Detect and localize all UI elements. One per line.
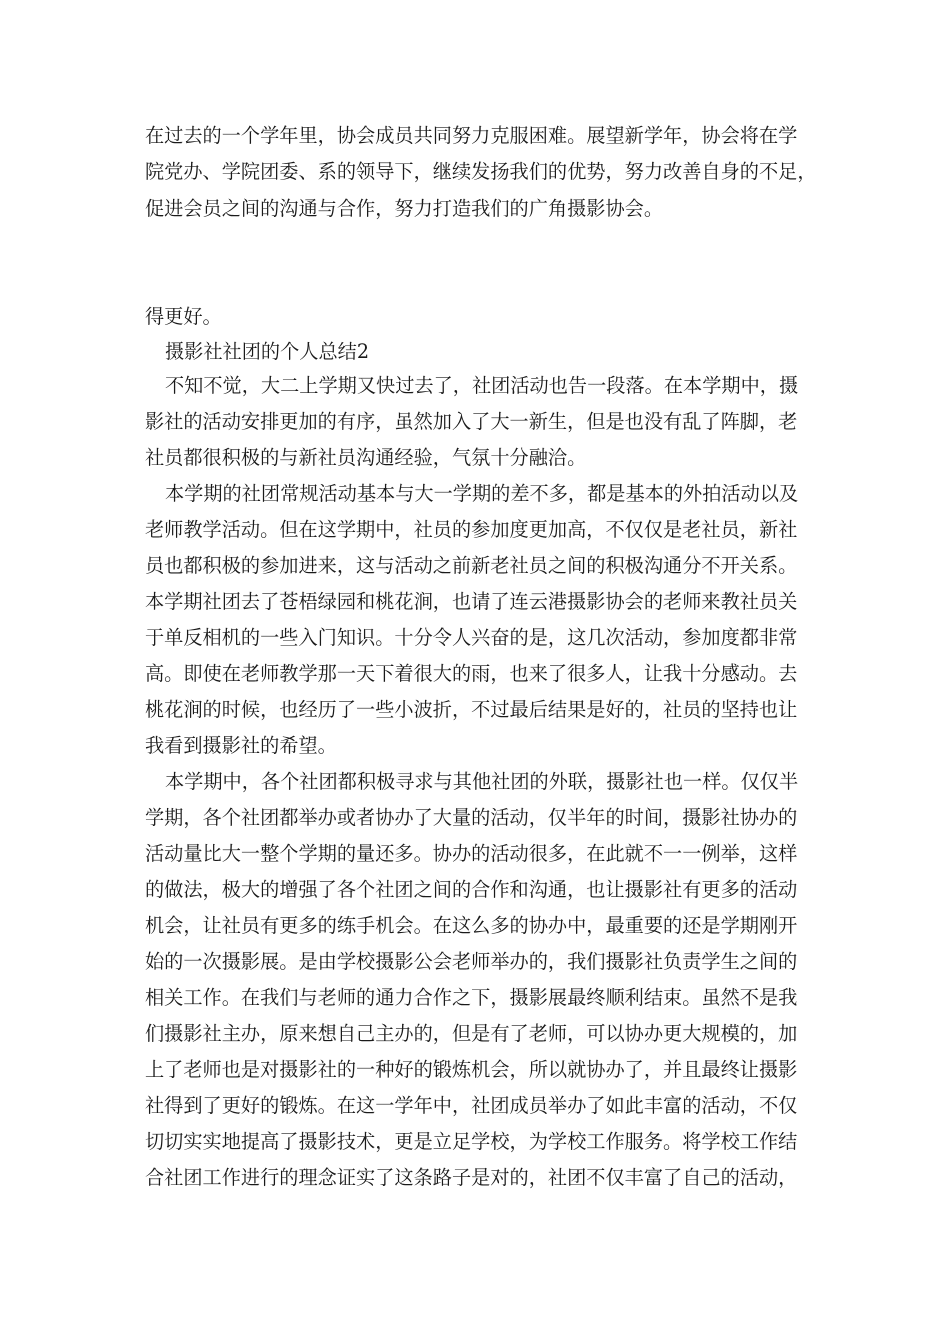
text-line: 们摄影社主办，原来想自己主办的，但是有了老师，可以协办更大规模的，加 <box>145 1022 798 1045</box>
text-line: 得更好。 <box>145 305 222 328</box>
text-line: 切切实实地提高了摄影技术，更是立足学校，为学校工作服务。将学校工作结 <box>145 1130 798 1153</box>
text-line: 影社的活动安排更加的有序，虽然加入了大一新生，但是也没有乱了阵脚，老 <box>145 410 798 433</box>
section-heading: 摄影社社团的个人总结2 <box>165 340 370 363</box>
text-line: 桃花涧的时候，也经历了一些小波折，不过最后结果是好的，社员的坚持也让 <box>145 698 798 721</box>
text-line: 院党办、学院团委、系的领导下，继续发扬我们的优势，努力改善自身的不足， <box>145 160 817 183</box>
text-line: 促进会员之间的沟通与合作，努力打造我们的广角摄影协会。 <box>145 197 664 220</box>
text-line: 社员都很积极的与新社员沟通经验，气氛十分融洽。 <box>145 446 587 469</box>
text-line: 相关工作。在我们与老师的通力合作之下，摄影展最终顺利结束。虽然不是我 <box>145 986 798 1009</box>
text-line: 机会，让社员有更多的练手机会。在这么多的协办中，最重要的还是学期刚开 <box>145 914 798 937</box>
text-line: 的做法，极大的增强了各个社团之间的合作和沟通，也让摄影社有更多的活动 <box>145 878 798 901</box>
text-line: 老师教学活动。但在这学期中，社员的参加度更加高，不仅仅是老社员，新社 <box>145 518 798 541</box>
text-line: 本学期的社团常规活动基本与大一学期的差不多，都是基本的外拍活动以及 <box>165 482 799 505</box>
text-line: 于单反相机的一些入门知识。十分令人兴奋的是，这几次活动，参加度都非常 <box>145 626 798 649</box>
text-line: 员也都积极的参加进来，这与活动之前新老社员之间的积极沟通分不开关系。 <box>145 554 798 577</box>
text-line: 社得到了更好的锻炼。在这一学年中，社团成员举办了如此丰富的活动，不仅 <box>145 1094 798 1117</box>
text-line: 本学期中，各个社团都积极寻求与其他社团的外联，摄影社也一样。仅仅半 <box>165 770 799 793</box>
text-line: 合社团工作进行的理念证实了这条路子是对的，社团不仅丰富了自己的活动， <box>145 1166 798 1189</box>
text-line: 本学期社团去了苍梧绿园和桃花涧，也请了连云港摄影协会的老师来教社员关 <box>145 590 798 613</box>
text-line: 上了老师也是对摄影社的一种好的锻炼机会，所以就协办了，并且最终让摄影 <box>145 1058 798 1081</box>
text-line: 我看到摄影社的希望。 <box>145 734 337 757</box>
text-line: 在过去的一个学年里，协会成员共同努力克服困难。展望新学年，协会将在学 <box>145 124 798 147</box>
text-line: 学期，各个社团都举办或者协办了大量的活动，仅半年的时间，摄影社协办的 <box>145 806 798 829</box>
text-line: 高。即使在老师教学那一天下着很大的雨，也来了很多人，让我十分感动。去 <box>145 662 798 685</box>
text-line: 不知不觉，大二上学期又快过去了，社团活动也告一段落。在本学期中，摄 <box>165 374 799 397</box>
text-line: 活动量比大一整个学期的量还多。协办的活动很多，在此就不一一例举，这样 <box>145 842 798 865</box>
text-line: 始的一次摄影展。是由学校摄影公会老师举办的，我们摄影社负责学生之间的 <box>145 950 798 973</box>
